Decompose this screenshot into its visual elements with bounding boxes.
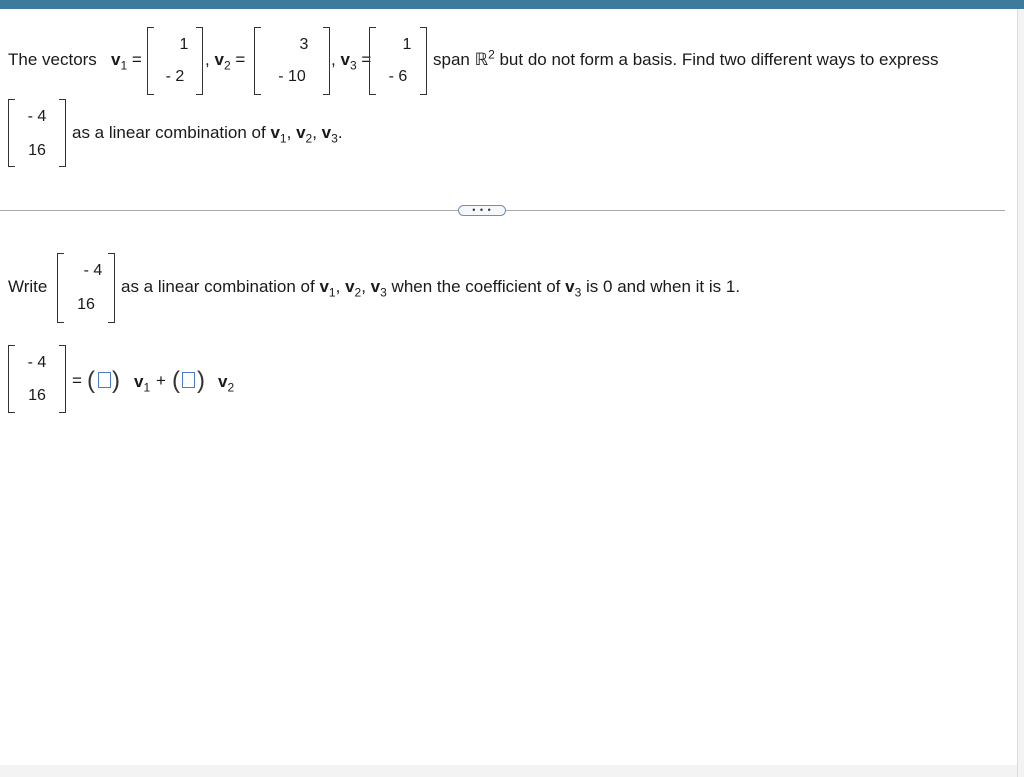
coefficient-v2-input[interactable] [182,372,195,388]
v2-term: $v_2$ [218,372,235,395]
v1-term: $v_1$ [134,372,151,395]
close-paren: ) [197,367,205,394]
top-bar [0,0,1024,9]
bottom-strip [0,765,1017,777]
write-label: Write [8,277,48,296]
span-text: span ℝ$^2$ but do not form a basis. Find two different ways to express [433,47,939,69]
question-target-matrix: - 4 16 [57,253,115,323]
plus-sign: + [156,371,166,390]
question-text: as a linear combination of $v_1$, $v_2$, $v_3$ when the coefficient of $v_3$ is 0 and when it is 1. [121,277,741,300]
close-paren: ) [112,367,120,394]
v2-matrix: 3 - 10 [254,27,330,95]
scrollbar[interactable] [1017,9,1024,777]
linear-combination-text: as a linear combination of $v_1$, $v_2$, $v_3$. [72,123,343,146]
target-matrix: - 4 16 [8,99,66,167]
show-more-button[interactable]: • • • [458,205,506,216]
coefficient-v1-input[interactable] [98,372,111,388]
problem-prefix: The vectors [8,50,97,69]
v1-matrix: 1 - 2 [147,27,203,95]
equals-sign: = [72,371,82,390]
v2-label: , $v_2$ = [205,50,246,73]
answer-target-matrix: - 4 16 [8,345,66,413]
open-paren: ( [87,367,95,394]
v1-label: $v_1$ = [111,50,142,73]
v3-matrix: 1 - 6 [369,27,427,95]
v3-label: , $v_3$ = [331,50,372,73]
open-paren: ( [172,367,180,394]
